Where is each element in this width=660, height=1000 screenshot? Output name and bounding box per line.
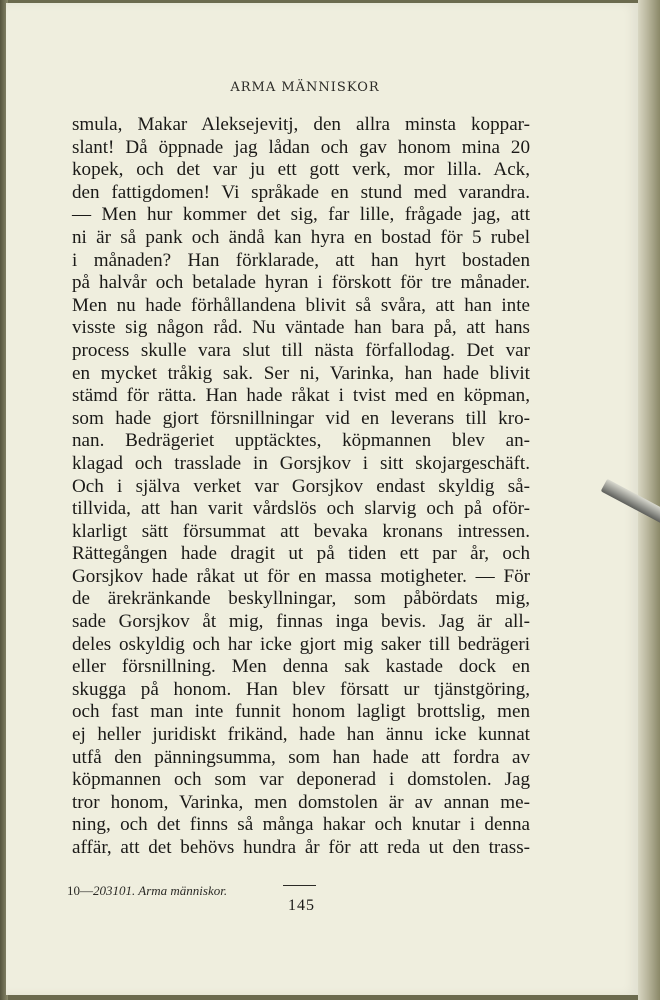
text-line: — Men hur kommer det sig, far lille, frågade jag, att [72,204,530,226]
text-line: visste sig någon råd. Nu väntade han bara på, att hans [72,317,530,339]
text-line: sade Gorsjkov åt mig, finnas inga bevis. Jag är all- [72,611,530,633]
text-line: Gorsjkov hade råkat ut för en massa motigheter. — För [72,565,530,587]
text-line: process skulle vara slut till nästa förfallodag. Det var [72,339,530,361]
text-line: köpmannen och som var deponerad i domstolen. Jag [72,769,530,791]
text-line: utfå den pänningsumma, som han hade att fordra av [72,746,530,768]
text-line: på halvår och betalade hyran i förskott för tre månader. [72,272,530,294]
text-line: slant! Då öppnade jag lådan och gav honom mina 20 [72,136,530,158]
text-line: affär, att det behövs hundra år för att reda ut den trass- [72,837,530,858]
text-line: tror honom, Varinka, men domstolen är av annan me- [72,791,530,813]
text-line: i månaden? Han förklarade, att han hyrt bostaden [72,249,530,271]
text-line: tillvida, att han varit vårdslös och slarvig och på oför- [72,498,530,520]
text-line: eller försnillning. Men denna sak kastade dock en [72,656,530,678]
text-line: deles oskyldig och har icke gjort mig saker till bedrägeri [72,633,530,655]
text-line: Rättegången hade dragit ut på tiden ett par år, och [72,543,530,565]
text-line: de ärekränkande beskyllningar, som påbördats mig, [72,588,530,610]
text-line: klarligt sätt försummat att bevaka kronans intressen. [72,520,530,542]
printer-signature [67,883,227,899]
text-line: en mycket tråkig sak. Ser ni, Varinka, han hade blivit [72,362,530,384]
footnote-rule [283,885,316,886]
body-text [72,114,530,860]
text-line: Men nu hade förhållandena blivit så svåra, att han inte [72,294,530,316]
signature-number: 10— [67,883,93,898]
text-line: och fast man inte funnit honom lagligt brottslig, men [72,701,530,723]
text-line: ning, och det finns så många hakar och knutar i denna [72,814,530,836]
running-head: ARMA MÄNNISKOR [230,80,380,95]
text-line: nan. Bedrägeriet upptäcktes, köpmannen blev an- [72,430,530,452]
page-number: 145 [288,897,315,914]
text-line: stämd för rätta. Han hade råkat i tvist med en köpman, [72,385,530,407]
text-line: den fattigdomen! Vi språkade en stund med varandra. [72,181,530,203]
text-line: klagad och trasslade in Gorsjkov i sitt skojargeschäft. [72,452,530,474]
text-line: skugga på honom. Han blev försatt ur tjänstgöring, [72,678,530,700]
signature-code: 203101. Arma människor. [93,883,228,898]
text-line: ej heller juridiskt frikänd, hade han ännu icke kunnat [72,724,530,746]
text-line: kopek, och det var ju ett gott verk, mor lilla. Ack, [72,159,530,181]
text-line: smula, Makar Aleksejevitj, den allra minsta koppar- [72,114,530,135]
text-line: Och i själva verket var Gorsjkov endast skyldig så- [72,475,530,497]
text-line: ni är så pank och ändå kan hyra en bostad för 5 rubel [72,226,530,248]
text-line: som hade gjort försnillningar vid en leverans till kro- [72,407,530,429]
